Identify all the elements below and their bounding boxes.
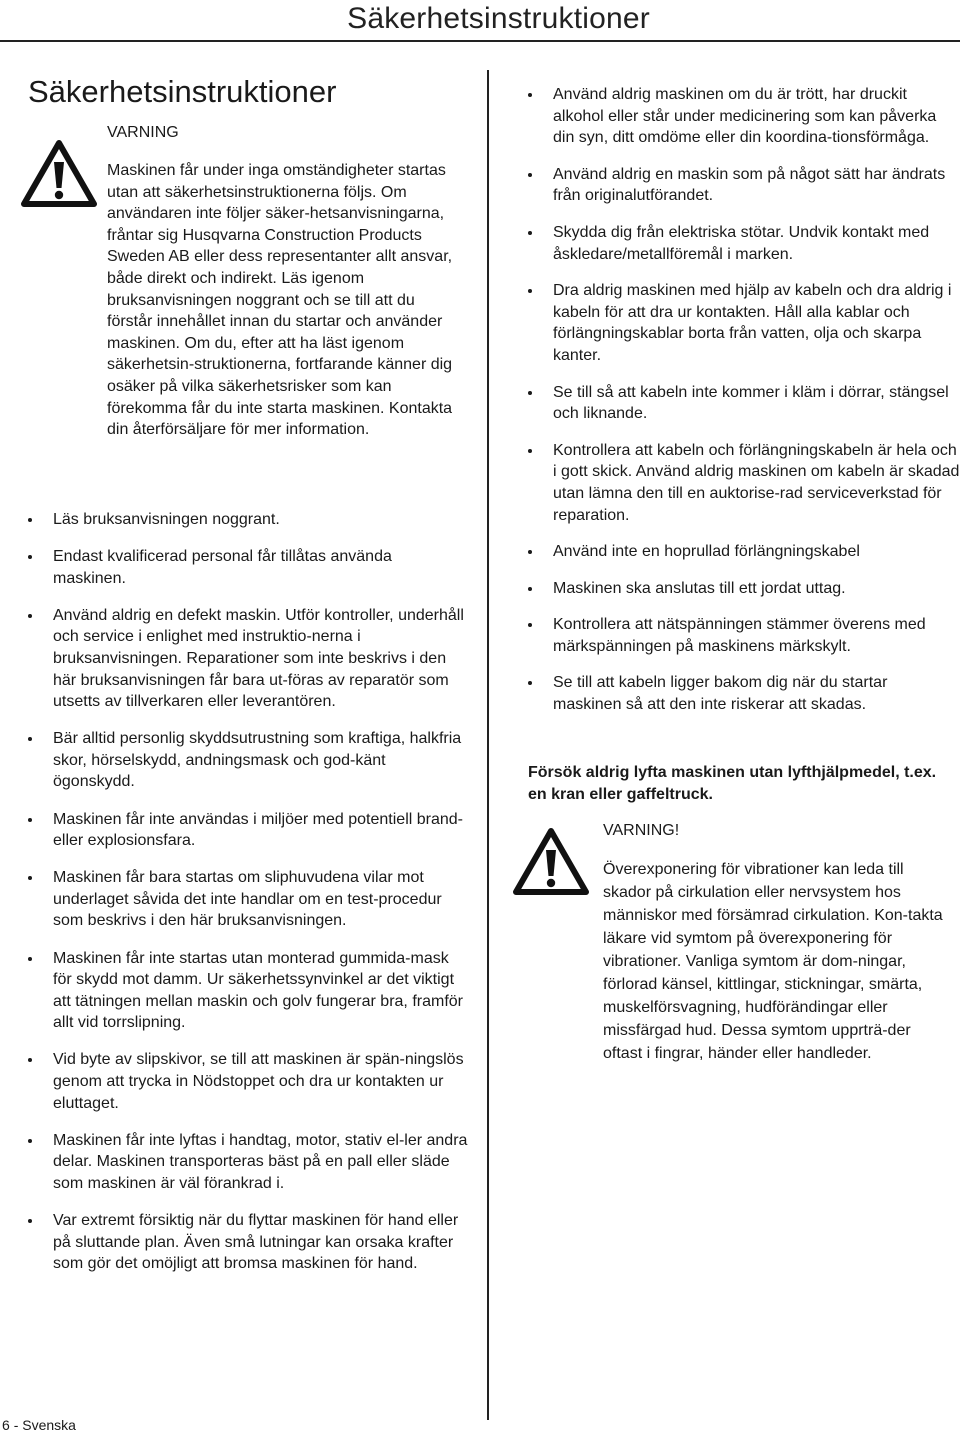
list-item: Bär alltid personlig skyddsutrustning som kraftiga, halkfria skor, hörselskydd, andningsmask och god-känt ögonskydd. — [28, 728, 468, 793]
list-item: Använd aldrig maskinen om du är trött, har druckit alkohol eller står under medicinering som kan påverka din syn, ditt omdöme eller din koordina-tionsförmåga. — [528, 84, 960, 149]
warning-triangle-icon — [20, 138, 98, 208]
list-item: Använd aldrig en defekt maskin. Utför kontroller, underhåll och service i enlighet med instruktio-nerna i bruksanvisningen. Reparationer som inte beskrivs i den här bruksanvisningen får bara ut-föras av reparatör som utsetts av tillverkaren eller leverantören. — [28, 605, 468, 713]
bullet-dot — [28, 518, 32, 522]
bullet-dot — [28, 1139, 32, 1143]
list-item: Skydda dig från elektriska stötar. Undvik kontakt med åskledare/metallföremål i marken. — [528, 222, 960, 265]
list-item: Använd inte en hoprullad förlängningskabel — [528, 541, 960, 563]
list-item: Använd aldrig en maskin som på något sätt har ändrats från originalutförandet. — [528, 164, 960, 207]
bullet-dot — [28, 614, 32, 618]
bullet-dot — [528, 587, 532, 591]
list-item: Se till att kabeln ligger bakom dig när du startar maskinen så att den inte riskerar att skadas. — [528, 672, 960, 715]
list-item: Se till så att kabeln inte kommer i kläm i dörrar, stängsel och liknande. — [528, 382, 960, 425]
bullet-dot — [528, 449, 532, 453]
list-item: Maskinen får inte användas i miljöer med potentiell brand- eller explosionsfara. — [28, 809, 468, 852]
right-bullet-list — [528, 84, 960, 731]
bullet-dot — [28, 555, 32, 559]
bullet-dot — [528, 93, 532, 97]
page-footer — [2, 1417, 76, 1433]
footer-language: Svenska — [22, 1417, 76, 1433]
bullet-dot — [28, 957, 32, 961]
bullet-dot — [28, 737, 32, 741]
list-item: Kontrollera att nätspänningen stämmer överens med märkspänningen på maskinens märkskylt. — [528, 614, 960, 657]
warning-triangle-icon — [512, 826, 590, 896]
list-item: Kontrollera att kabeln och förlängningskabeln är hela och i gott skick. Använd aldrig maskinen om kabeln är skadad utan lämna den till en auktorise-rad serviceverkstad för reparation. — [528, 440, 960, 526]
column-divider — [487, 70, 489, 1420]
bullet-dot — [28, 1058, 32, 1062]
bullet-dot — [528, 391, 532, 395]
warning-body: Överexponering för vibrationer kan leda till skador på cirkulation eller nervsystem hos människor med försämrad cirkulation. Kon-takta läkare vid symtom på överexponering för vibrationer. Vanliga symtom är dom-ningar, förlorad känsel, kittlingar, stickningar, smärta, muskelförsvagning, hudförändingar eller missfärgad hud. Dessa symtom upprträ-der oftast i fingrar, händer eller handleder. — [603, 861, 943, 1062]
list-item: Vid byte av slipskivor, se till att maskinen är spän-ningslös genom att trycka in Nödstoppet och dra ur kontakten ur eluttaget. — [28, 1049, 468, 1114]
lifting-warning-note: Försök aldrig lyfta maskinen utan lyfthjälpmedel, t.ex. en kran eller gaffeltruck. — [528, 764, 937, 803]
bullet-dot — [528, 681, 532, 685]
list-item: Var extremt försiktig när du flyttar maskinen för hand eller på sluttande plan. Även små lutningar kan orsaka krafter som gör det omöjligt att bromsa maskinen för hand. — [28, 1210, 468, 1275]
warning-label: VARNING — [107, 124, 179, 141]
bullet-dot — [528, 231, 532, 235]
warning-label: VARNING! — [603, 822, 680, 839]
section-title: Säkerhetsinstruktioner — [28, 74, 337, 109]
warning-body: Maskinen får under inga omständigheter startas utan att säkerhetsinstruktionerna följs. Om användaren inte följer säker-hetsanvisningarna, fråntar sig Husqvarna Construction Products Sweden AB eller dess representanter allt ansvar, både direkt och indirekt. Läs igenom bruksanvisningen noggrant och se till att du förstår innehållet innan du startar och använder maskinen. Om du, efter att ha läst igenom säkerhetsin-struktionerna, fortfarande känner dig osäker på vilka säkerhetsrisker som kan förekomma får du inte starta maskinen. Kontakta din återförsäljare för mer information. — [107, 162, 453, 439]
bullet-dot — [528, 289, 532, 293]
bullet-dot — [528, 623, 532, 627]
bullet-dot — [528, 173, 532, 177]
list-item: Maskinen får bara startas om sliphuvudena vilar mot underlaget såvida det inte handlar om en test-procedur som beskrivs i den här bruksanvisningen. — [28, 867, 468, 932]
list-item: Läs bruksanvisningen noggrant. — [28, 509, 468, 531]
bullet-dot — [28, 1219, 32, 1223]
list-item: Dra aldrig maskinen med hjälp av kabeln och dra aldrig i kabeln för att dra ur kontakten. Håll alla kablar och förlängningskablar borta från vatten, olja och skarpa kanter. — [528, 280, 960, 366]
list-item: Maskinen ska anslutas till ett jordat uttag. — [528, 578, 960, 600]
bullet-dot — [28, 818, 32, 822]
page-header — [0, 0, 960, 42]
bullet-dot — [28, 876, 32, 880]
list-item: Maskinen får inte startas utan monterad gummida-mask för skydd mot damm. Ur säkerhetssynvinkel ar det viktigt att tätningen mellan maskin och golv fungerar bra, framför allt vid torrslipning. — [28, 948, 468, 1034]
header-title: Säkerhetsinstruktioner — [347, 2, 650, 35]
list-item: Maskinen får inte lyftas i handtag, motor, stativ el-ler andra delar. Maskinen transporteras bäst på en pall eller släde som maskinen är väl förankrad i. — [28, 1130, 468, 1195]
bullet-dot — [528, 550, 532, 554]
left-bullet-list — [28, 509, 468, 1290]
page-number: 6 — [2, 1417, 10, 1433]
footer-separator: - — [13, 1417, 19, 1433]
list-item: Endast kvalificerad personal får tillåtas använda maskinen. — [28, 546, 468, 589]
